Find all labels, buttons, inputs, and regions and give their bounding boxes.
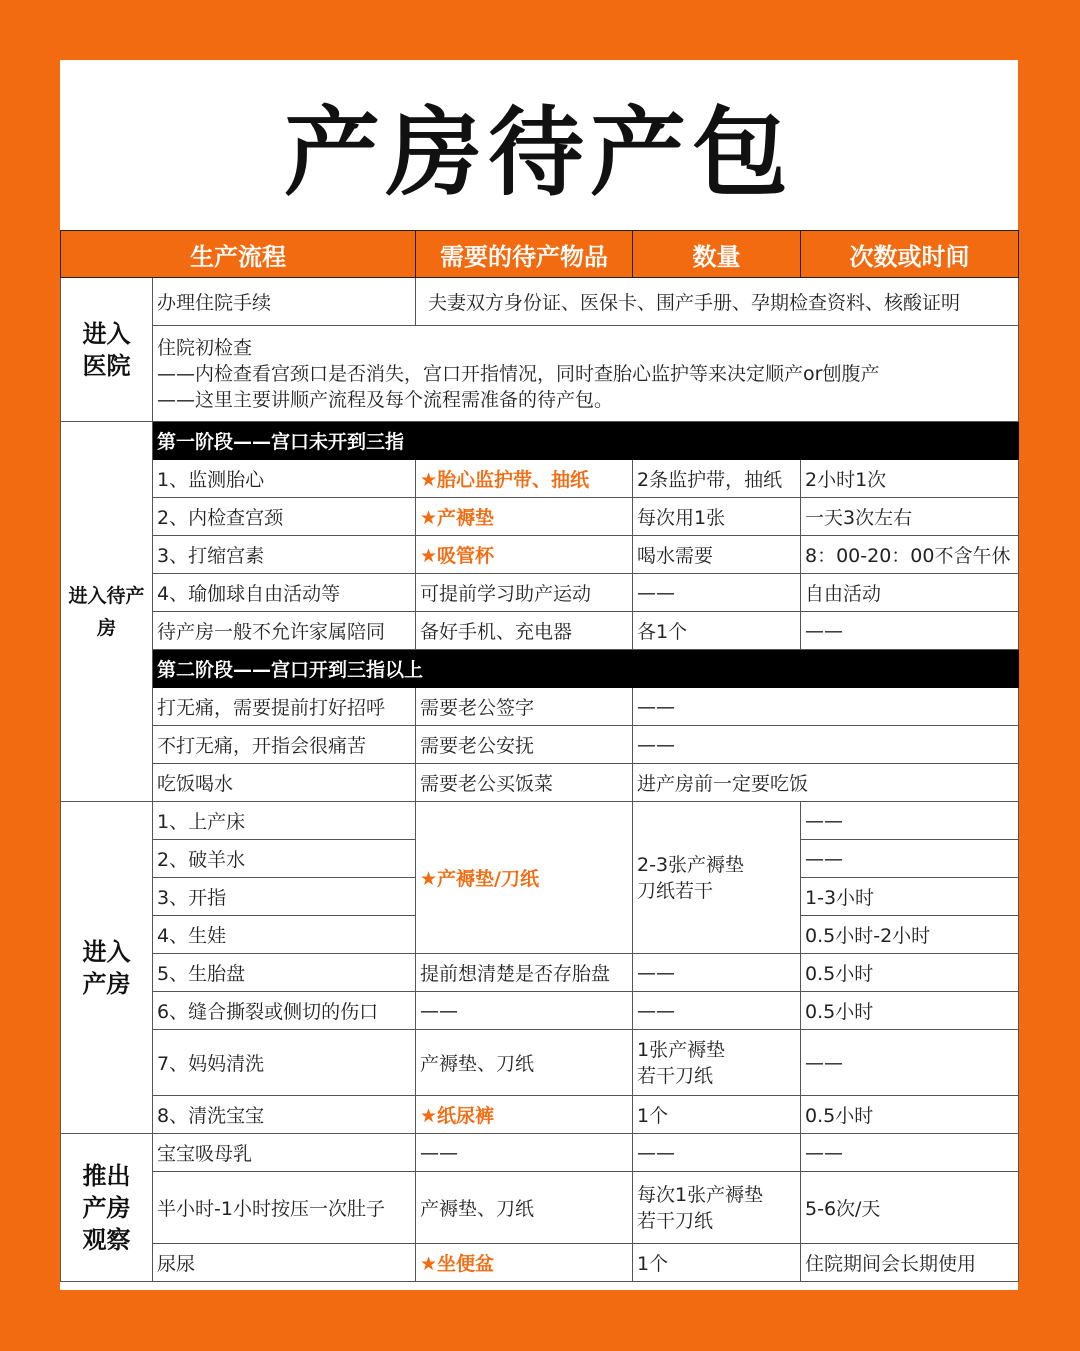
- header-items: 需要的待产物品: [416, 231, 633, 278]
- cell-quantity: 各1个: [633, 612, 801, 650]
- cell-time: 自由活动: [801, 574, 1019, 612]
- cell-quantity: 1个: [633, 1096, 801, 1134]
- cell-note: ——: [633, 726, 1019, 764]
- table-row: [61, 1030, 1019, 1096]
- cell-quantity: 每次1张产褥垫 若干刀纸: [633, 1172, 801, 1244]
- cell-items: ★产褥垫/刀纸: [416, 802, 633, 954]
- table-row: [61, 1096, 1019, 1134]
- table-row: [61, 992, 1019, 1030]
- cell-step: 1、上产床: [153, 802, 416, 840]
- page-title: 产房待产包: [284, 96, 794, 209]
- check-line: ——内检查看宫颈口是否消失，宫口开指情况，同时查胎心监护等来决定顺产or刨腹产: [157, 362, 880, 385]
- table-row: [61, 1172, 1019, 1244]
- table-row: [61, 954, 1019, 992]
- cell-step: 办理住院手续: [153, 278, 416, 326]
- cell-time: 1-3小时: [801, 878, 1019, 916]
- cell-step: 7、妈妈清洗: [153, 1030, 416, 1096]
- cell-items: 需要老公安抚: [416, 726, 633, 764]
- cell-time: 2小时1次: [801, 460, 1019, 498]
- cell-items: 备好手机、充电器: [416, 612, 633, 650]
- cell-time: 住院期间会长期使用: [801, 1244, 1019, 1282]
- cell-time: 0.5小时-2小时: [801, 916, 1019, 954]
- group-observation: 推出产房观察: [61, 1134, 153, 1282]
- cell-time: ——: [801, 840, 1019, 878]
- cell-items: 需要老公买饭菜: [416, 764, 633, 802]
- cell-items: 可提前学习助产运动: [416, 574, 633, 612]
- table-row: [61, 460, 1019, 498]
- cell-step: 宝宝吸母乳: [153, 1134, 416, 1172]
- cell-time: ——: [801, 612, 1019, 650]
- cell-quantity: 2-3张产褥垫 刀纸若干: [633, 802, 801, 954]
- group-hospital: 进入医院: [61, 278, 153, 422]
- table-row: [61, 1244, 1019, 1282]
- cell-step: 4、生娃: [153, 916, 416, 954]
- table-row: [61, 726, 1019, 764]
- header-process: 生产流程: [61, 231, 416, 278]
- cell-items: ——: [416, 992, 633, 1030]
- cell-quantity: 喝水需要: [633, 536, 801, 574]
- cell-time: 0.5小时: [801, 992, 1019, 1030]
- table-row: [61, 764, 1019, 802]
- cell-items: ★胎心监护带、抽纸: [416, 460, 633, 498]
- stage-title: 第一阶段——宫口未开到三指: [153, 422, 1019, 460]
- cell-step: 3、打缩宫素: [153, 536, 416, 574]
- table-row: [61, 802, 1019, 840]
- cell-step: 2、内检查宫颈: [153, 498, 416, 536]
- cell-items: ★产褥垫: [416, 498, 633, 536]
- cell-step: 4、瑜伽球自由活动等: [153, 574, 416, 612]
- cell-step: 6、缝合撕裂或侧切的伤口: [153, 992, 416, 1030]
- cell-step: 尿尿: [153, 1244, 416, 1282]
- cell-time: ——: [801, 802, 1019, 840]
- cell-note: 进产房前一定要吃饭: [633, 764, 1019, 802]
- table-header: [61, 231, 1019, 278]
- table-row: [61, 688, 1019, 726]
- check-line: 住院初检查: [157, 336, 253, 359]
- cell-time: 0.5小时: [801, 954, 1019, 992]
- cell-step: 5、生胎盘: [153, 954, 416, 992]
- cell-step: 吃饭喝水: [153, 764, 416, 802]
- table-row: [61, 278, 1019, 326]
- cell-step: 打无痛，需要提前打好招呼: [153, 688, 416, 726]
- group-delivery-room: 进入产房: [61, 802, 153, 1134]
- cell-items: 产褥垫、刀纸: [416, 1030, 633, 1096]
- cell-items: 产褥垫、刀纸: [416, 1172, 633, 1244]
- cell-initial-check: [153, 326, 1019, 422]
- cell-step: 1、监测胎心: [153, 460, 416, 498]
- cell-step: 待产房一般不允许家属陪同: [153, 612, 416, 650]
- cell-time: 5-6次/天: [801, 1172, 1019, 1244]
- cell-items: ★坐便盆: [416, 1244, 633, 1282]
- header-quantity: 数量: [633, 231, 801, 278]
- cell-step: 2、破羊水: [153, 840, 416, 878]
- table-row: [61, 612, 1019, 650]
- group-labor-room: 进入待产房: [61, 422, 153, 802]
- cell-items: ★吸管杯: [416, 536, 633, 574]
- table-row: [61, 574, 1019, 612]
- table-row: [61, 1134, 1019, 1172]
- cell-items: 夫妻双方身份证、医保卡、围产手册、孕期检查资料、核酸证明: [416, 278, 1019, 326]
- cell-time: ——: [801, 1030, 1019, 1096]
- cell-step: 不打无痛，开指会很痛苦: [153, 726, 416, 764]
- cell-time: 0.5小时: [801, 1096, 1019, 1134]
- table-row: [61, 498, 1019, 536]
- cell-time: ——: [801, 1134, 1019, 1172]
- checklist-table: [60, 230, 1019, 1282]
- cell-time: 一天3次左右: [801, 498, 1019, 536]
- header-time: 次数或时间: [801, 231, 1019, 278]
- cell-quantity: 每次用1张: [633, 498, 801, 536]
- cell-step: 3、开指: [153, 878, 416, 916]
- cell-items: 提前想清楚是否存胎盘: [416, 954, 633, 992]
- cell-items: ★纸尿裤: [416, 1096, 633, 1134]
- stage-title: 第二阶段——宫口开到三指以上: [153, 650, 1019, 688]
- cell-quantity: ——: [633, 954, 801, 992]
- cell-step: 半小时-1小时按压一次肚子: [153, 1172, 416, 1244]
- cell-quantity: 1张产褥垫 若干刀纸: [633, 1030, 801, 1096]
- cell-quantity: 1个: [633, 1244, 801, 1282]
- checklist-card: [60, 60, 1018, 1290]
- cell-quantity: ——: [633, 992, 801, 1030]
- cell-note: ——: [633, 688, 1019, 726]
- cell-quantity: ——: [633, 1134, 801, 1172]
- table-row: [61, 536, 1019, 574]
- cell-items: 需要老公签字: [416, 688, 633, 726]
- check-line: ——这里主要讲顺产流程及每个流程需准备的待产包。: [157, 388, 614, 411]
- table-row: [61, 326, 1019, 422]
- cell-step: 8、清洗宝宝: [153, 1096, 416, 1134]
- cell-quantity: 2条监护带，抽纸: [633, 460, 801, 498]
- cell-time: 8：00-20：00不含午休: [801, 536, 1019, 574]
- cell-quantity: ——: [633, 574, 801, 612]
- cell-items: ——: [416, 1134, 633, 1172]
- stage-row: [61, 650, 1019, 688]
- stage-row: [61, 422, 1019, 460]
